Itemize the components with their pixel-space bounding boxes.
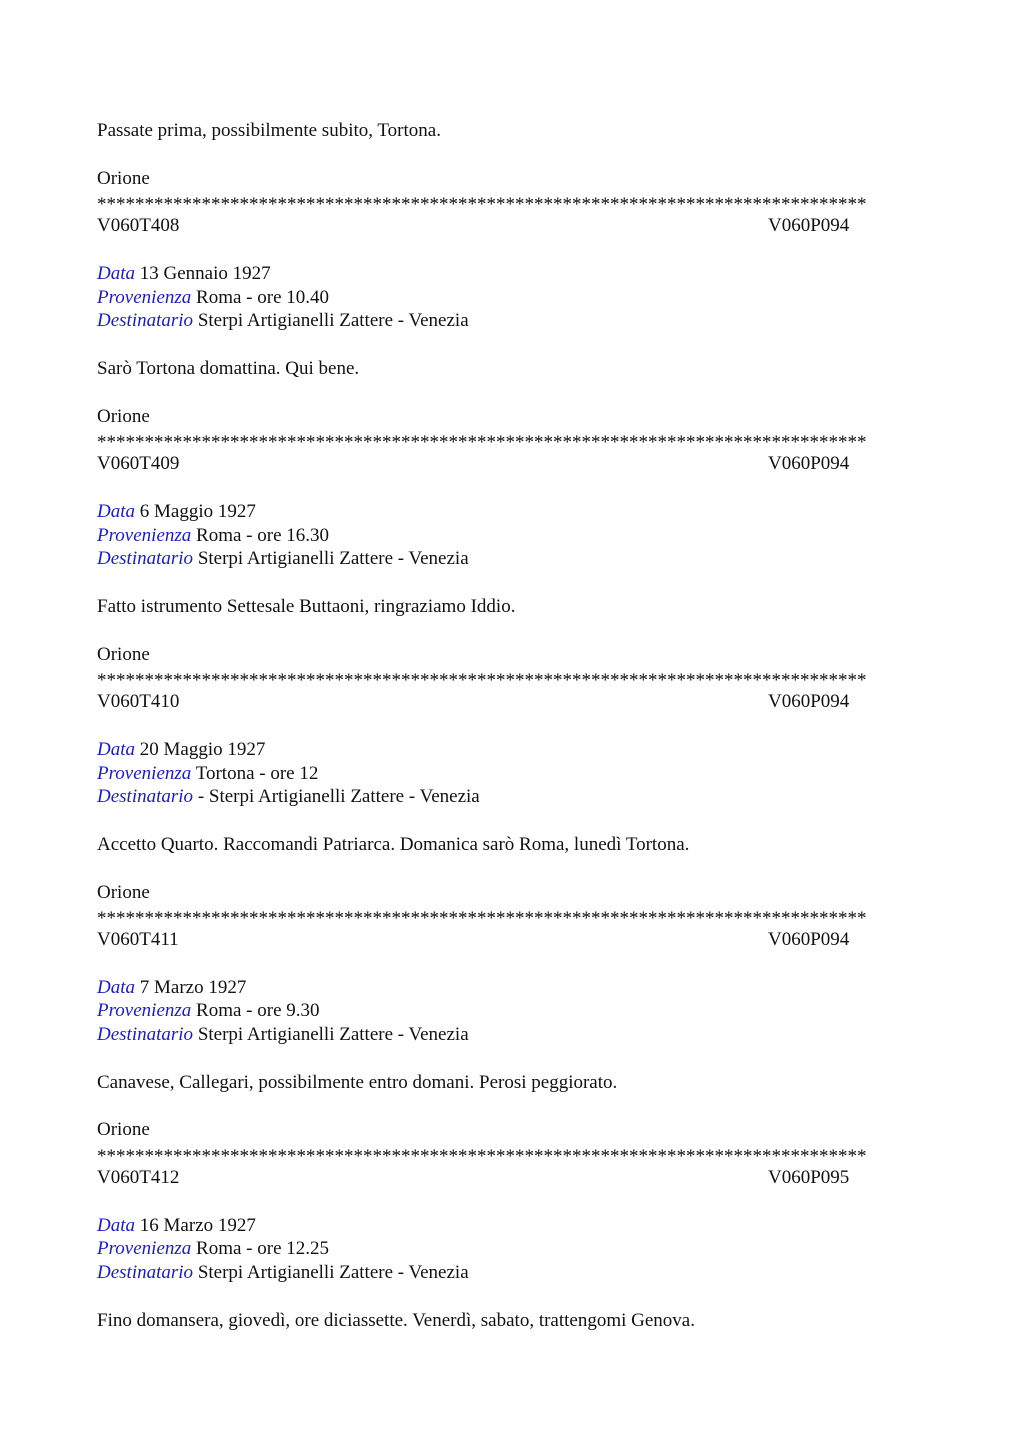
label-provenienza: Provenienza [97, 524, 192, 546]
blank-line [97, 809, 925, 833]
entry-date-line [97, 738, 925, 762]
blank-line [97, 143, 925, 167]
document-page [97, 119, 925, 1333]
label-destinatario: Destinatario [97, 786, 194, 808]
entry-origin-line [97, 999, 925, 1023]
label-data: Data [97, 976, 135, 998]
entry-message: Accetto Quarto. Raccomandi Patriarca. Domanica sarò Roma, lunedì Tortona. [97, 833, 690, 855]
blank-line [97, 238, 925, 262]
entry-recipient-line [97, 1261, 925, 1285]
entry-reference-row [97, 690, 925, 714]
entry-reference-row [97, 1166, 925, 1190]
entry-recipient-line [97, 1023, 925, 1047]
blank-line [97, 1190, 925, 1214]
entry-recipient: - Sterpi Artigianelli Zattere - Venezia [197, 786, 480, 808]
entry-signature: Orione [97, 643, 150, 665]
entry-signature: Orione [97, 1119, 150, 1141]
separator: ********************************************************************************* [97, 432, 867, 454]
entry-page-reference: V060P094 [768, 215, 850, 237]
entry-origin: Roma - ore 10.40 [196, 286, 330, 308]
entry-page-reference: V060P094 [768, 929, 850, 951]
entry-origin-line [97, 1237, 925, 1261]
label-destinatario: Destinatario [97, 1024, 194, 1046]
entry-date-line [97, 976, 925, 1000]
entry-recipient: Sterpi Artigianelli Zattere - Venezia [197, 1024, 469, 1046]
blank-line [97, 333, 925, 357]
entry-reference-id: V060T409 [97, 453, 180, 475]
label-destinatario: Destinatario [97, 1262, 194, 1284]
entry-date-line [97, 262, 925, 286]
separator: ********************************************************************************* [97, 1146, 867, 1168]
entry-origin-line [97, 286, 925, 310]
blank-line [97, 952, 925, 976]
entry-origin: Tortona - ore 12 [195, 762, 319, 784]
entry-recipient: Sterpi Artigianelli Zattere - Venezia [197, 1262, 469, 1284]
blank-line [97, 1095, 925, 1119]
entry-origin: Roma - ore 12.25 [196, 1238, 330, 1260]
label-destinatario: Destinatario [97, 310, 194, 332]
entry-date: 20 Maggio 1927 [139, 738, 266, 760]
separator: ********************************************************************************* [97, 194, 867, 216]
blank-line [97, 381, 925, 405]
blank-line [97, 619, 925, 643]
intro-signature: Orione [97, 167, 150, 189]
entry-date: 6 Maggio 1927 [139, 500, 256, 522]
blank-line [97, 571, 925, 595]
separator: ********************************************************************************* [97, 670, 867, 692]
label-destinatario: Destinatario [97, 548, 194, 570]
entry-recipient-line [97, 309, 925, 333]
entry-reference-row [97, 928, 925, 952]
blank-line [97, 1047, 925, 1071]
label-provenienza: Provenienza [97, 1000, 192, 1022]
entry-page-reference: V060P094 [768, 453, 850, 475]
label-data: Data [97, 1214, 135, 1236]
separator: ********************************************************************************* [97, 908, 867, 930]
entry-reference-id: V060T412 [97, 1167, 180, 1189]
blank-line [97, 476, 925, 500]
entry-reference-row [97, 214, 925, 238]
label-data: Data [97, 262, 135, 284]
entry-recipient-line [97, 547, 925, 571]
entry-recipient: Sterpi Artigianelli Zattere - Venezia [197, 310, 469, 332]
entry-signature: Orione [97, 405, 150, 427]
label-provenienza: Provenienza [97, 1238, 192, 1260]
entry-origin-line [97, 762, 925, 786]
label-provenienza: Provenienza [97, 762, 192, 784]
label-data: Data [97, 500, 135, 522]
entry-message: Sarò Tortona domattina. Qui bene. [97, 357, 360, 379]
entry-origin: Roma - ore 16.30 [196, 524, 330, 546]
entry-reference-id: V060T408 [97, 215, 180, 237]
label-provenienza: Provenienza [97, 286, 192, 308]
blank-line [97, 857, 925, 881]
entry-page-reference: V060P094 [768, 691, 850, 713]
entry-message: Canavese, Callegari, possibilmente entro domani. Perosi peggiorato. [97, 1071, 618, 1093]
entry-reference-id: V060T410 [97, 691, 180, 713]
intro-message: Passate prima, possibilmente subito, Tortona. [97, 120, 441, 141]
entry-date-line [97, 500, 925, 524]
label-data: Data [97, 738, 135, 760]
entry-reference-id: V060T411 [97, 929, 179, 951]
entry-date-line [97, 1214, 925, 1238]
entry-origin-line [97, 524, 925, 548]
entry-recipient: Sterpi Artigianelli Zattere - Venezia [197, 548, 469, 570]
entry-date: 13 Gennaio 1927 [139, 262, 271, 284]
entry-message: Fino domansera, giovedì, ore diciassette. Venerdì, sabato, trattengomi Genova. [97, 1309, 695, 1331]
blank-line [97, 714, 925, 738]
entry-page-reference: V060P095 [768, 1167, 850, 1189]
entry-date: 7 Marzo 1927 [139, 976, 247, 998]
entry-message: Fatto istrumento Settesale Buttaoni, ringraziamo Iddio. [97, 595, 516, 617]
entry-reference-row [97, 452, 925, 476]
entry-recipient-line [97, 785, 925, 809]
entry-signature: Orione [97, 881, 150, 903]
blank-line [97, 1285, 925, 1309]
entry-date: 16 Marzo 1927 [139, 1214, 256, 1236]
entry-origin: Roma - ore 9.30 [196, 1000, 320, 1022]
